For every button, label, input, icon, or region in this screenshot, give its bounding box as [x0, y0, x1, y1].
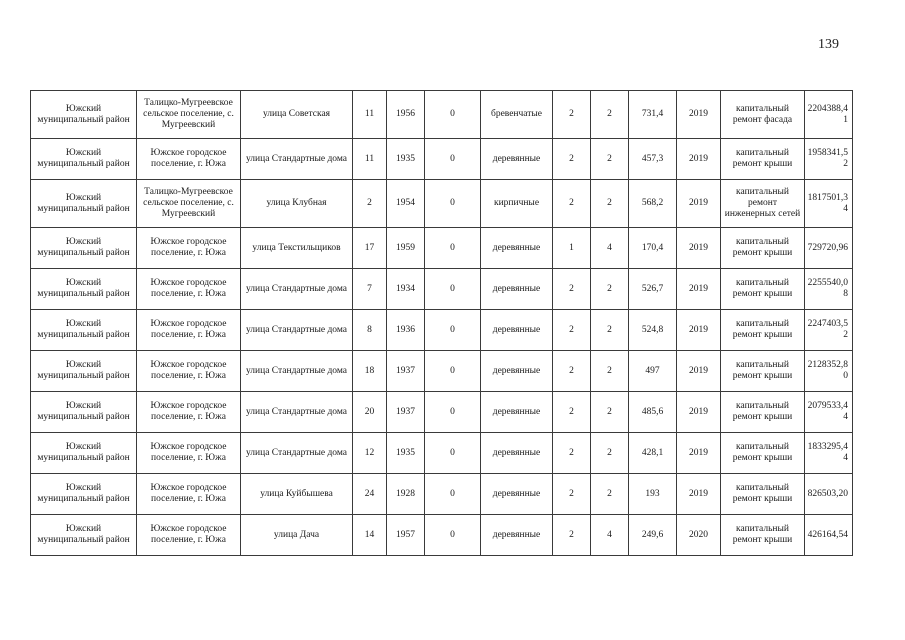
street-cell: улица Текстильщиков [241, 228, 353, 269]
settlement-cell: Южское городское поселение, г. Южа [137, 228, 241, 269]
table-row [31, 392, 853, 433]
wear-cell: 0 [425, 351, 481, 392]
house-number-cell: 11 [353, 139, 387, 180]
house-number-cell: 17 [353, 228, 387, 269]
year-cell: 2019 [677, 310, 721, 351]
settlement-cell: Южское городское поселение, г. Южа [137, 474, 241, 515]
district-cell: Южский муниципальный район [31, 269, 137, 310]
housing-registry-table [30, 90, 853, 556]
settlement-cell: Южское городское поселение, г. Южа [137, 433, 241, 474]
house-number-cell: 8 [353, 310, 387, 351]
wear-cell: 0 [425, 515, 481, 556]
wear-cell: 0 [425, 91, 481, 139]
house-number-cell: 11 [353, 91, 387, 139]
settlement-cell: Южское городское поселение, г. Южа [137, 310, 241, 351]
entrances-cell: 2 [591, 351, 629, 392]
floors-cell: 2 [553, 91, 591, 139]
year-cell: 2019 [677, 91, 721, 139]
area-cell: 497 [629, 351, 677, 392]
wear-cell: 0 [425, 433, 481, 474]
settlement-cell: Южское городское поселение, г. Южа [137, 392, 241, 433]
street-cell: улица Стандартные дома [241, 269, 353, 310]
work-type-cell: капитальный ремонт крыши [721, 269, 805, 310]
wall-material-cell: кирпичные [481, 180, 553, 228]
settlement-cell: Талицко-Мугреевское сельское поселение, с. Мугреевский [137, 91, 241, 139]
entrances-cell: 2 [591, 433, 629, 474]
sum-cell: 2255540,08 [805, 269, 853, 310]
floors-cell: 1 [553, 228, 591, 269]
build-year-cell: 1936 [387, 310, 425, 351]
year-cell: 2019 [677, 474, 721, 515]
table-row [31, 269, 853, 310]
build-year-cell: 1959 [387, 228, 425, 269]
work-type-cell: капитальный ремонт крыши [721, 433, 805, 474]
settlement-cell: Южское городское поселение, г. Южа [137, 351, 241, 392]
street-cell: улица Куйбышева [241, 474, 353, 515]
street-cell: улица Стандартные дома [241, 139, 353, 180]
street-cell: улица Стандартные дома [241, 433, 353, 474]
floors-cell: 2 [553, 474, 591, 515]
work-type-cell: капитальный ремонт инженерных сетей [721, 180, 805, 228]
house-number-cell: 18 [353, 351, 387, 392]
year-cell: 2019 [677, 433, 721, 474]
page-number: 139 [818, 37, 839, 52]
sum-cell: 2128352,80 [805, 351, 853, 392]
floors-cell: 2 [553, 269, 591, 310]
settlement-cell: Южское городское поселение, г. Южа [137, 139, 241, 180]
wall-material-cell: деревянные [481, 433, 553, 474]
wear-cell: 0 [425, 310, 481, 351]
build-year-cell: 1935 [387, 433, 425, 474]
work-type-cell: капитальный ремонт крыши [721, 351, 805, 392]
district-cell: Южский муниципальный район [31, 474, 137, 515]
floors-cell: 2 [553, 139, 591, 180]
floors-cell: 2 [553, 433, 591, 474]
year-cell: 2019 [677, 139, 721, 180]
area-cell: 428,1 [629, 433, 677, 474]
settlement-cell: Талицко-Мугреевское сельское поселение, с. Мугреевский [137, 180, 241, 228]
work-type-cell: капитальный ремонт крыши [721, 228, 805, 269]
entrances-cell: 2 [591, 310, 629, 351]
year-cell: 2019 [677, 228, 721, 269]
district-cell: Южский муниципальный район [31, 515, 137, 556]
house-number-cell: 7 [353, 269, 387, 310]
street-cell: улица Советская [241, 91, 353, 139]
entrances-cell: 2 [591, 139, 629, 180]
wear-cell: 0 [425, 269, 481, 310]
build-year-cell: 1928 [387, 474, 425, 515]
build-year-cell: 1956 [387, 91, 425, 139]
wall-material-cell: деревянные [481, 228, 553, 269]
wear-cell: 0 [425, 180, 481, 228]
wear-cell: 0 [425, 228, 481, 269]
area-cell: 457,3 [629, 139, 677, 180]
table-body [31, 91, 853, 556]
district-cell: Южский муниципальный район [31, 351, 137, 392]
street-cell: улица Клубная [241, 180, 353, 228]
district-cell: Южский муниципальный район [31, 180, 137, 228]
settlement-cell: Южское городское поселение, г. Южа [137, 515, 241, 556]
work-type-cell: капитальный ремонт крыши [721, 474, 805, 515]
street-cell: улица Стандартные дома [241, 351, 353, 392]
entrances-cell: 2 [591, 392, 629, 433]
area-cell: 170,4 [629, 228, 677, 269]
sum-cell: 2247403,52 [805, 310, 853, 351]
build-year-cell: 1935 [387, 139, 425, 180]
district-cell: Южский муниципальный район [31, 139, 137, 180]
table-row [31, 91, 853, 139]
sum-cell: 1817501,34 [805, 180, 853, 228]
table-row [31, 180, 853, 228]
year-cell: 2019 [677, 351, 721, 392]
wear-cell: 0 [425, 139, 481, 180]
area-cell: 193 [629, 474, 677, 515]
sum-cell: 1833295,44 [805, 433, 853, 474]
table-row [31, 228, 853, 269]
house-number-cell: 24 [353, 474, 387, 515]
entrances-cell: 2 [591, 91, 629, 139]
house-number-cell: 20 [353, 392, 387, 433]
work-type-cell: капитальный ремонт крыши [721, 139, 805, 180]
build-year-cell: 1937 [387, 351, 425, 392]
build-year-cell: 1954 [387, 180, 425, 228]
wall-material-cell: деревянные [481, 515, 553, 556]
year-cell: 2019 [677, 269, 721, 310]
area-cell: 731,4 [629, 91, 677, 139]
year-cell: 2019 [677, 392, 721, 433]
wear-cell: 0 [425, 392, 481, 433]
table-row [31, 351, 853, 392]
sum-cell: 2079533,44 [805, 392, 853, 433]
entrances-cell: 4 [591, 515, 629, 556]
district-cell: Южский муниципальный район [31, 392, 137, 433]
wear-cell: 0 [425, 474, 481, 515]
entrances-cell: 2 [591, 269, 629, 310]
area-cell: 249,6 [629, 515, 677, 556]
table-row [31, 433, 853, 474]
table-row [31, 139, 853, 180]
work-type-cell: капитальный ремонт фасада [721, 91, 805, 139]
build-year-cell: 1937 [387, 392, 425, 433]
sum-cell: 426164,54 [805, 515, 853, 556]
district-cell: Южский муниципальный район [31, 433, 137, 474]
sum-cell: 729720,96 [805, 228, 853, 269]
wall-material-cell: деревянные [481, 139, 553, 180]
table-row [31, 515, 853, 556]
entrances-cell: 4 [591, 228, 629, 269]
entrances-cell: 2 [591, 474, 629, 515]
sum-cell: 2204388,41 [805, 91, 853, 139]
settlement-cell: Южское городское поселение, г. Южа [137, 269, 241, 310]
floors-cell: 2 [553, 180, 591, 228]
street-cell: улица Дача [241, 515, 353, 556]
year-cell: 2020 [677, 515, 721, 556]
house-number-cell: 12 [353, 433, 387, 474]
street-cell: улица Стандартные дома [241, 310, 353, 351]
floors-cell: 2 [553, 515, 591, 556]
house-number-cell: 2 [353, 180, 387, 228]
year-cell: 2019 [677, 180, 721, 228]
wall-material-cell: деревянные [481, 310, 553, 351]
district-cell: Южский муниципальный район [31, 228, 137, 269]
area-cell: 526,7 [629, 269, 677, 310]
area-cell: 485,6 [629, 392, 677, 433]
wall-material-cell: деревянные [481, 269, 553, 310]
build-year-cell: 1934 [387, 269, 425, 310]
table-row [31, 474, 853, 515]
district-cell: Южский муниципальный район [31, 310, 137, 351]
wall-material-cell: бревенчатые [481, 91, 553, 139]
build-year-cell: 1957 [387, 515, 425, 556]
wall-material-cell: деревянные [481, 474, 553, 515]
floors-cell: 2 [553, 310, 591, 351]
house-number-cell: 14 [353, 515, 387, 556]
work-type-cell: капитальный ремонт крыши [721, 310, 805, 351]
work-type-cell: капитальный ремонт крыши [721, 392, 805, 433]
sum-cell: 1958341,52 [805, 139, 853, 180]
wall-material-cell: деревянные [481, 351, 553, 392]
street-cell: улица Стандартные дома [241, 392, 353, 433]
floors-cell: 2 [553, 392, 591, 433]
entrances-cell: 2 [591, 180, 629, 228]
area-cell: 524,8 [629, 310, 677, 351]
wall-material-cell: деревянные [481, 392, 553, 433]
sum-cell: 826503,20 [805, 474, 853, 515]
district-cell: Южский муниципальный район [31, 91, 137, 139]
table-row [31, 310, 853, 351]
floors-cell: 2 [553, 351, 591, 392]
area-cell: 568,2 [629, 180, 677, 228]
work-type-cell: капитальный ремонт крыши [721, 515, 805, 556]
